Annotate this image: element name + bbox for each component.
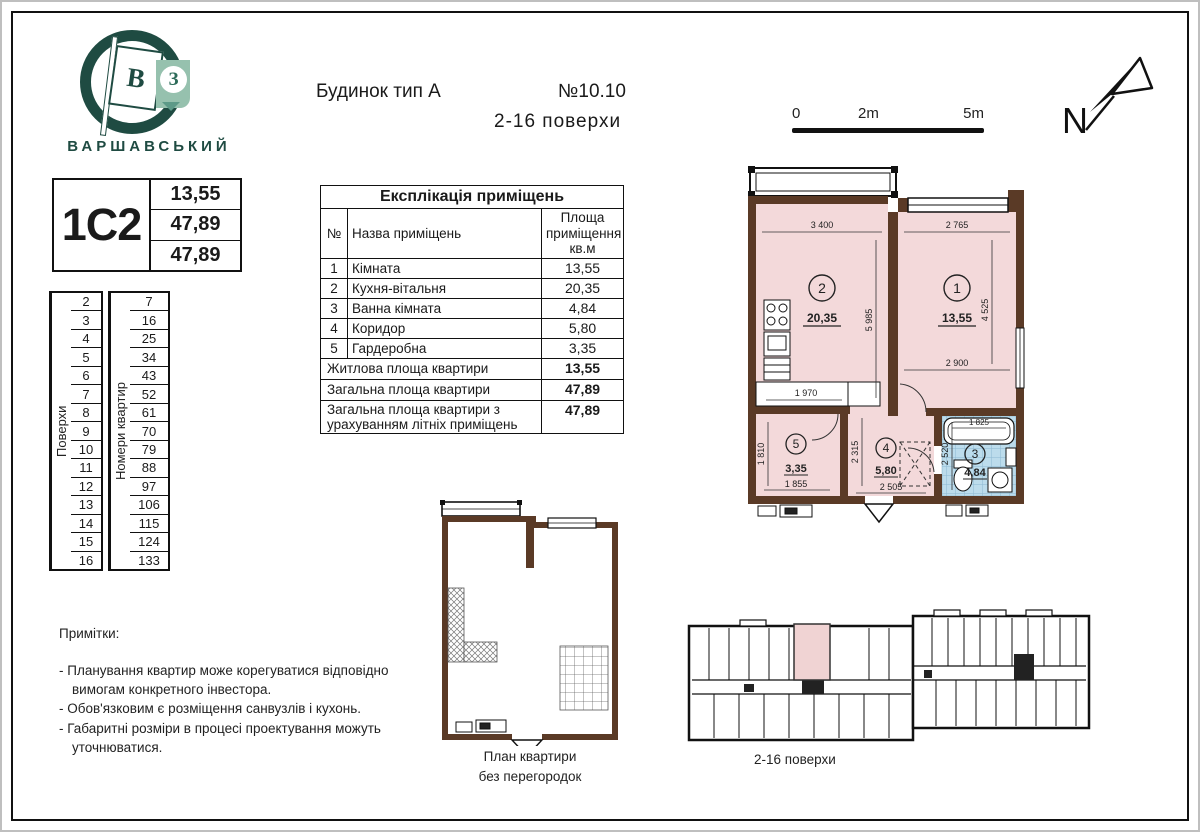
explication-cell: 3 bbox=[321, 298, 348, 318]
floor-cell: 8 bbox=[71, 404, 101, 422]
floor-cell: 4 bbox=[71, 330, 101, 348]
svg-text:1 810: 1 810 bbox=[756, 442, 766, 466]
floor-cell: 3 bbox=[71, 311, 101, 329]
svg-text:4: 4 bbox=[882, 441, 890, 455]
svg-text:3 400: 3 400 bbox=[810, 220, 834, 230]
np-fixtures bbox=[456, 720, 506, 732]
apartment-number: №10.10 bbox=[558, 81, 626, 102]
svg-text:5 985: 5 985 bbox=[864, 308, 874, 332]
apartment-number-cell: 7 bbox=[130, 293, 168, 311]
explication-row bbox=[321, 318, 624, 338]
svg-text:1 855: 1 855 bbox=[784, 479, 808, 489]
bedroom-window bbox=[908, 198, 1008, 212]
plan-no-partitions-caption bbox=[430, 747, 630, 788]
apartment-numbers-table bbox=[108, 291, 170, 571]
floors-range-title: 2-16 поверхи bbox=[494, 111, 622, 132]
explication-cell: 20,35 bbox=[542, 278, 624, 298]
apartment-number-cell: 61 bbox=[130, 404, 168, 422]
floor-cell: 7 bbox=[71, 385, 101, 403]
explication-cell: 13,55 bbox=[542, 258, 624, 278]
svg-text:3: 3 bbox=[971, 447, 979, 461]
svg-text:4 525: 4 525 bbox=[980, 298, 990, 322]
apartment-number-cell: 115 bbox=[130, 515, 168, 533]
floor-cell: 13 bbox=[71, 496, 101, 514]
explication-total-row bbox=[321, 379, 624, 400]
svg-text:2 765: 2 765 bbox=[945, 220, 969, 230]
notes-list bbox=[59, 661, 411, 757]
svg-text:5: 5 bbox=[792, 437, 800, 451]
apartments-column bbox=[130, 293, 168, 569]
np-window bbox=[548, 518, 596, 528]
svg-text:1 970: 1 970 bbox=[794, 388, 818, 398]
apartment-code: 1C2 bbox=[54, 180, 151, 270]
explication-cell: 3,35 bbox=[542, 338, 624, 358]
floor-cell: 10 bbox=[71, 441, 101, 459]
floors-label: Поверхи bbox=[51, 293, 71, 569]
apartment-numbers-label: Номери квартир bbox=[110, 293, 130, 569]
svg-text:2 505: 2 505 bbox=[879, 482, 903, 492]
explication-cell: Кухня-вітальня bbox=[348, 278, 542, 298]
floors-column bbox=[71, 293, 101, 569]
explication-table bbox=[320, 185, 624, 434]
apartment-number-cell: 25 bbox=[130, 330, 168, 348]
svg-text:2 900: 2 900 bbox=[945, 358, 969, 368]
north-arrow bbox=[1054, 48, 1164, 148]
explication-cell: 2 bbox=[321, 278, 348, 298]
svg-text:4,84: 4,84 bbox=[964, 467, 986, 479]
note-item: - Габаритні розміри в процесі проектування можуть уточнюватися. bbox=[59, 720, 381, 755]
apartment-number-cell: 106 bbox=[130, 496, 168, 514]
total-value: 47,89 bbox=[542, 379, 624, 400]
apartment-number-cell: 88 bbox=[130, 459, 168, 477]
apartment-number-cell: 34 bbox=[130, 348, 168, 366]
balcony-glazing bbox=[748, 166, 898, 198]
explication-cell: Коридор bbox=[348, 318, 542, 338]
apartment-number-cell: 43 bbox=[130, 367, 168, 385]
explication-cell: 4 bbox=[321, 318, 348, 338]
scale-end-label: 5m bbox=[963, 105, 984, 122]
explication-body bbox=[321, 186, 624, 434]
floor-cell: 9 bbox=[71, 422, 101, 440]
note-item: - Обов'язковим є розміщення санвузлів і кухонь. bbox=[59, 701, 362, 717]
bedroom-side-window bbox=[1016, 328, 1024, 388]
summary-total-area-summer: 47,89 bbox=[170, 243, 221, 266]
apartment-number-cell: 52 bbox=[130, 385, 168, 403]
summary-living-area: 13,55 bbox=[151, 180, 240, 210]
explication-row bbox=[321, 278, 624, 298]
explication-cell: Гардеробна bbox=[348, 338, 542, 358]
entrance-door bbox=[865, 504, 893, 522]
apartment-number-cell: 79 bbox=[130, 441, 168, 459]
floor-cell: 5 bbox=[71, 348, 101, 366]
logo-square-letter: З bbox=[168, 68, 179, 90]
explication-title: Експлікація приміщень bbox=[321, 186, 624, 209]
apartment-number-cell: 124 bbox=[130, 533, 168, 551]
svg-text:13,55: 13,55 bbox=[941, 311, 973, 325]
np-bath-zone bbox=[560, 646, 608, 710]
building-floor-plan bbox=[684, 608, 1094, 750]
svg-text:2: 2 bbox=[818, 280, 826, 296]
logo-fold-icon bbox=[162, 102, 180, 111]
apartment-number-cell: 70 bbox=[130, 422, 168, 440]
highlighted-apartment bbox=[794, 624, 830, 680]
caption-line-1: План квартири bbox=[483, 749, 577, 764]
floor-cell: 16 bbox=[78, 552, 94, 568]
col-header-no: № bbox=[321, 209, 348, 259]
building-plan-caption: 2-16 поверхи bbox=[754, 752, 836, 767]
building-type-title: Будинок тип А bbox=[316, 81, 441, 102]
scale-bar bbox=[792, 105, 984, 137]
floor-cell: 2 bbox=[71, 293, 101, 311]
explication-cell: 4,84 bbox=[542, 298, 624, 318]
apartment-number-cell: 97 bbox=[130, 478, 168, 496]
total-value: 13,55 bbox=[542, 358, 624, 379]
scale-bar-line bbox=[792, 128, 984, 133]
notes-title: Примітки: bbox=[59, 626, 120, 641]
floor-cell: 12 bbox=[71, 478, 101, 496]
room-bedroom-fill bbox=[898, 212, 1016, 408]
total-label: Житлова площа квартири bbox=[321, 358, 542, 379]
svg-text:1: 1 bbox=[953, 280, 961, 296]
np-entrance-door bbox=[512, 740, 542, 746]
explication-cell: Кімната bbox=[348, 258, 542, 278]
total-label: Загальна площа квартири з урахуванням літніх приміщень bbox=[321, 400, 542, 433]
apartment-summary-box bbox=[52, 178, 242, 272]
apartment-number-cell: 16 bbox=[130, 311, 168, 329]
svg-text:2 315: 2 315 bbox=[850, 440, 860, 464]
total-value: 47,89 bbox=[542, 400, 624, 433]
col-header-name: Назва приміщень bbox=[348, 209, 542, 259]
svg-text:2 520: 2 520 bbox=[940, 442, 950, 466]
brand-name: ВАРШАВСЬКИЙ bbox=[67, 138, 231, 155]
notes-block bbox=[59, 624, 411, 757]
floor-cell: 11 bbox=[71, 459, 101, 477]
explication-cell: 1 bbox=[321, 258, 348, 278]
scale-mid-label: 2m bbox=[858, 105, 879, 122]
logo-z-circle-icon bbox=[160, 66, 187, 93]
explication-cell: 5,80 bbox=[542, 318, 624, 338]
col-header-area: Площа приміщення кв.м bbox=[542, 209, 624, 259]
explication-total-row bbox=[321, 400, 624, 433]
svg-text:1 825: 1 825 bbox=[968, 418, 990, 427]
explication-cell: 5 bbox=[321, 338, 348, 358]
svg-text:3,35: 3,35 bbox=[785, 463, 807, 475]
floors-table bbox=[49, 291, 103, 571]
plan-no-partitions bbox=[430, 494, 630, 746]
explication-row bbox=[321, 258, 624, 278]
north-label: N bbox=[1062, 100, 1088, 141]
summary-total-area: 47,89 bbox=[151, 210, 240, 240]
apartment-number-cell: 133 bbox=[138, 552, 160, 568]
apartment-floor-plan bbox=[730, 160, 1042, 526]
developer-logo bbox=[48, 22, 248, 157]
svg-text:20,35: 20,35 bbox=[806, 311, 838, 325]
explication-row bbox=[321, 338, 624, 358]
caption-line-2: без перегородок bbox=[478, 769, 582, 785]
explication-cell: Ванна кімната bbox=[348, 298, 542, 318]
explication-total-row bbox=[321, 358, 624, 379]
floor-cell: 14 bbox=[71, 515, 101, 533]
np-balcony-glazing bbox=[440, 500, 522, 516]
total-label: Загальна площа квартири bbox=[321, 379, 542, 400]
explication-row bbox=[321, 298, 624, 318]
scale-zero-label: 0 bbox=[792, 105, 801, 122]
floor-cell: 15 bbox=[71, 533, 101, 551]
logo-flag-letter: В bbox=[125, 61, 148, 94]
note-item: - Планування квартир може корегуватися відповідно вимогам конкретного інвестора. bbox=[59, 663, 389, 698]
floor-cell: 6 bbox=[71, 367, 101, 385]
svg-text:5,80: 5,80 bbox=[875, 465, 897, 477]
